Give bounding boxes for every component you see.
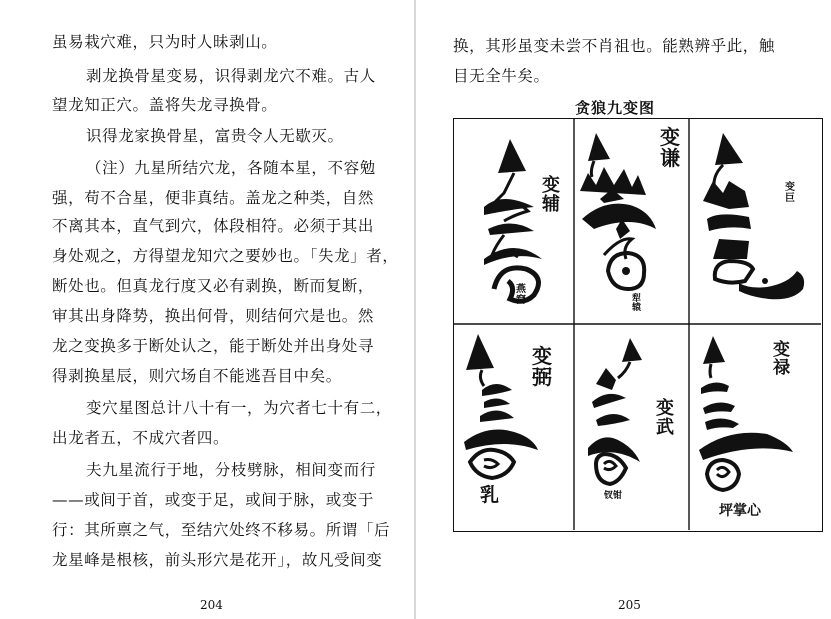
cell-sublabel: 乳 [480,484,500,506]
text-line: 望龙知正穴。盖将失龙寻换骨。 [52,96,278,114]
cell-sublabel: 钗钳 [604,491,623,501]
figure-cell-bian-bi [454,324,574,530]
figure-cell-bian-lu [689,324,821,530]
cell-label: 变武 [656,398,674,438]
figure-cell-bian-qian [574,119,689,324]
text-line: 龙星峰是根核，前头形穴是花开」，故凡受间变 [52,551,383,569]
text-line: 换，其形虽变未尝不肖祖也。能熟辨乎此，触 [453,37,776,55]
text-line: ——或间于首，或变于足，或间于脉，或变于 [52,491,375,509]
text-line: 剥龙换骨星变易，识得剥龙穴不难。古人 [86,67,376,85]
text-line: 得剥换星辰，则穴场自不能逃吾目中矣。 [52,367,342,385]
text-line: 行：其所禀之气，至结穴处终不移易。所谓「后 [52,521,391,539]
text-line: 强，苟不合星，便非真结。盖龙之种类，自然 [52,189,375,207]
figure-cell-bian-wu [574,324,689,530]
cell-label: 变弼 [532,344,552,389]
text-line: 变穴星图总计八十有一，为穴者七十有二， [86,399,392,417]
text-line: 身处观之，方得望龙知穴之要妙也。「失龙」者， [52,247,399,265]
cell-label: 变巨 [785,182,795,204]
text-line: 虽易栽穴难，只为时人昧剥山。 [52,33,278,51]
mountain-sketch [689,324,821,530]
figure-cell-bian-ju [689,119,821,324]
text-line: 审其出身降势，换出何骨，则结何穴是也。然 [52,307,375,325]
cell-sublabel: 坪掌心 [719,503,761,519]
page-number: 205 [618,598,641,612]
text-line: 断处也。但真龙行度又必有剥换，断而复断， [52,277,375,295]
text-line: 目无全牛矣。 [453,67,550,85]
figure-grid [453,118,823,532]
page-number: 204 [200,598,223,612]
text-line: 识得龙家换骨星，富贵令人无歇灭。 [86,127,344,145]
mountain-sketch [454,119,574,324]
cell-label: 变辅 [542,175,560,215]
right-page [415,0,831,619]
mountain-sketch [689,119,821,324]
text-line: 夫九星流行于地，分枝劈脉，相间变而行 [86,461,376,479]
cell-sublabel: 燕窝 [516,284,526,306]
text-line: 出龙者五，不成穴者四。 [52,429,230,447]
figure-title: 贪狼九变图 [575,99,656,117]
text-line: （注）九星所结穴龙，各随本星，不容勉 [86,159,376,177]
text-line: 不离其本，直气到穴，体段相符。必须于其出 [52,217,375,235]
mountain-sketch [454,324,574,530]
cell-label: 变谦 [660,125,680,170]
text-line: 龙之变换多于断处认之，能于断处并出身处寻 [52,337,375,355]
cell-sublabel: 犁辕 [632,294,642,314]
cell-label: 变禄 [773,340,790,378]
figure-cell-bian-fu [454,119,574,324]
left-page [0,0,415,619]
